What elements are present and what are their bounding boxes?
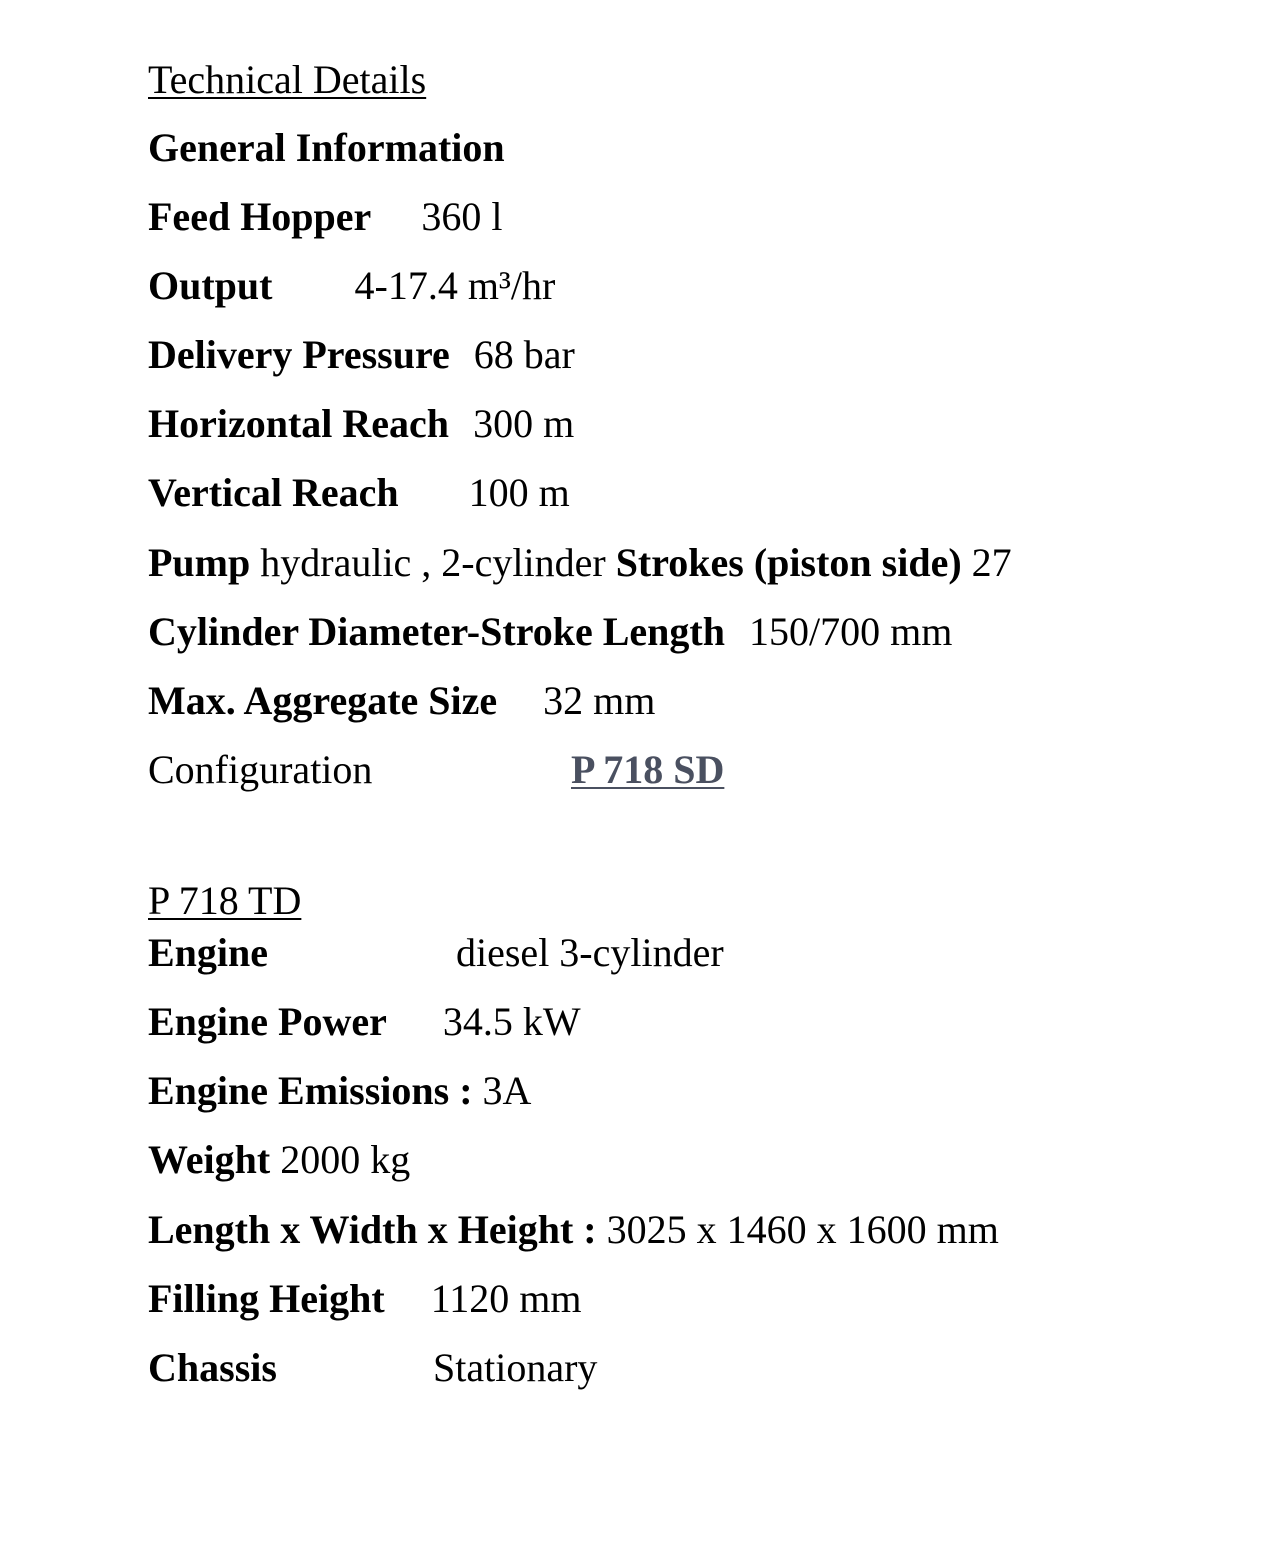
spec-label: Feed Hopper (148, 194, 372, 239)
section-heading-general: General Information (148, 125, 505, 170)
spec-label: Filling Height (148, 1276, 385, 1321)
spec-row-output (148, 262, 555, 310)
spec-label: Configuration (148, 747, 373, 792)
spec-value: hydraulic , 2-cylinder (260, 540, 606, 585)
spec-label: Output (148, 263, 273, 308)
spec-value: 150/700 mm (748, 609, 953, 654)
spec-value: diesel 3-cylinder (456, 930, 724, 975)
spec-value: 32 mm (543, 678, 656, 723)
spec-row-max-aggregate (148, 677, 655, 725)
spec-row-horizontal-reach (148, 400, 574, 448)
spec-label: Cylinder Diameter-Stroke Length (148, 609, 725, 654)
spec-row-engine-emissions (148, 1067, 531, 1115)
spec-value: 4-17.4 m³/hr (354, 263, 556, 308)
spec-row-configuration (148, 746, 848, 794)
model-heading-td: P 718 TD (148, 878, 302, 923)
spec-label-strokes: Strokes (piston side) (615, 540, 962, 585)
spec-value: Stationary (433, 1345, 598, 1390)
spec-label: Vertical Reach (148, 470, 399, 515)
spec-row-engine-power (148, 998, 581, 1046)
spec-label: Delivery Pressure (148, 332, 450, 377)
spec-label: Weight (148, 1137, 271, 1182)
spec-label: Engine Emissions : (148, 1068, 473, 1113)
spec-row-dimensions (148, 1206, 999, 1254)
spec-value-strokes: 27 (971, 540, 1012, 585)
configuration-link[interactable]: P 718 SD (571, 747, 725, 792)
spec-value: 34.5 kW (442, 999, 581, 1044)
spec-label: Engine (148, 930, 269, 975)
spec-label: Pump (148, 540, 251, 585)
spec-value: 3A (482, 1068, 532, 1113)
spec-row-filling-height (148, 1275, 581, 1323)
spec-value: 100 m (468, 470, 570, 515)
spec-label: Engine Power (148, 999, 387, 1044)
spec-label: Max. Aggregate Size (148, 678, 498, 723)
spec-row-feed-hopper (148, 193, 502, 241)
spec-row-delivery-pressure (148, 331, 575, 379)
spec-row-chassis (148, 1344, 848, 1392)
spec-label: Chassis (148, 1345, 277, 1390)
spec-row-cylinder (148, 608, 952, 656)
spec-label: Length x Width x Height : (148, 1207, 597, 1252)
spec-row-vertical-reach (148, 469, 570, 517)
spec-row-weight (148, 1136, 410, 1184)
spec-row-pump (148, 539, 1012, 587)
spec-value: 300 m (473, 401, 575, 446)
spec-value: 1120 mm (430, 1276, 582, 1321)
spec-value: 2000 kg (280, 1137, 411, 1182)
spec-value: 360 l (421, 194, 503, 239)
spec-value: 68 bar (473, 332, 575, 377)
spec-label: Horizontal Reach (148, 401, 450, 446)
spec-row-engine (148, 929, 848, 977)
page-title: Technical Details (148, 57, 427, 102)
spec-value: 3025 x 1460 x 1600 mm (606, 1207, 999, 1252)
